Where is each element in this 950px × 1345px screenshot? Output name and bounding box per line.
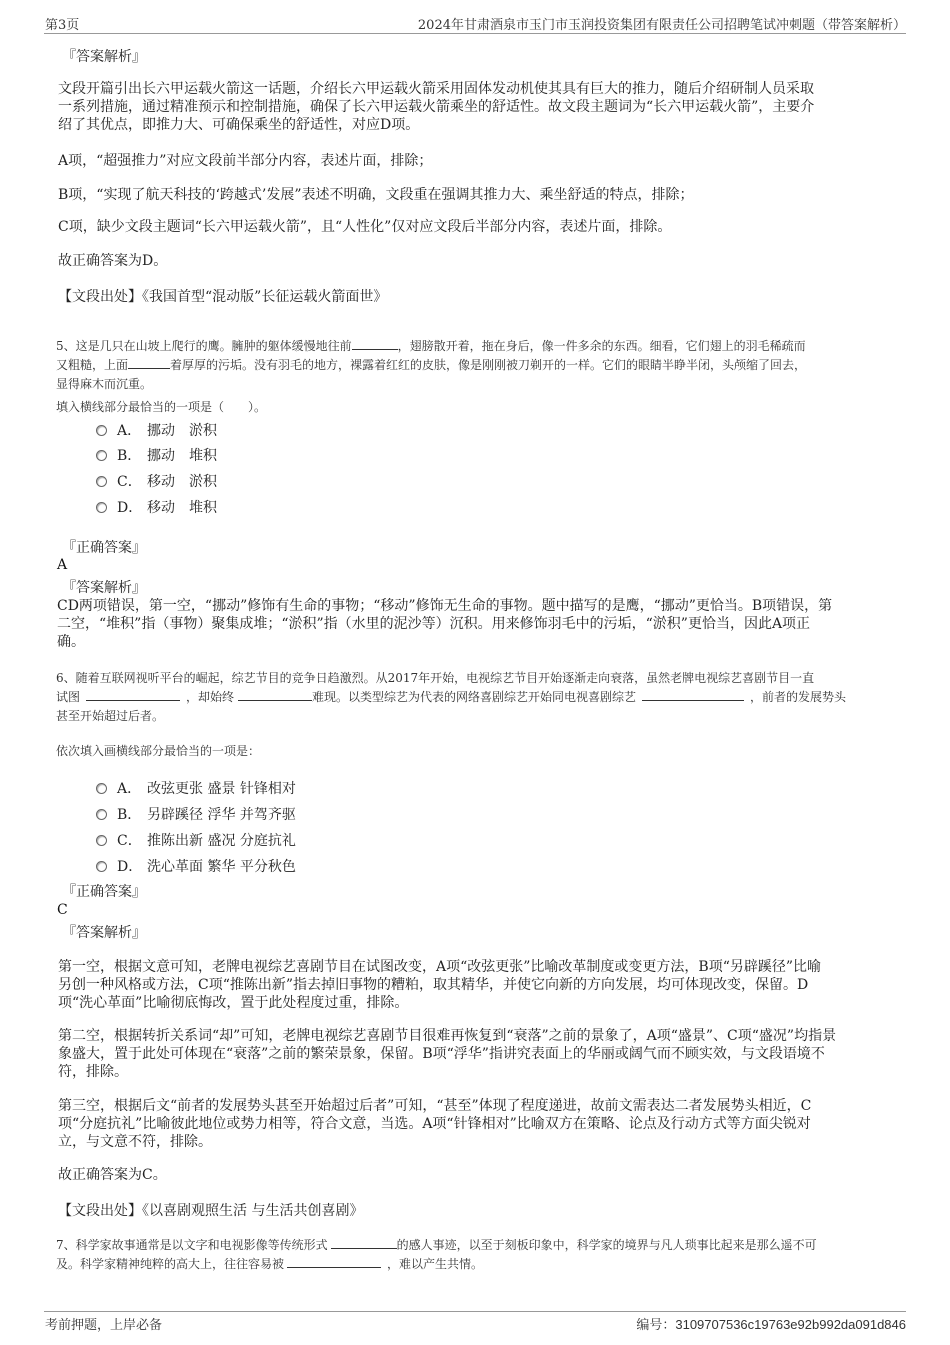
q6-stem-line3: 甚至开始超过后者。: [56, 709, 165, 723]
footer-code-value: 3109707536c19763e92b992da091d846: [675, 1317, 906, 1332]
q5-correct-answer: A: [57, 557, 68, 573]
q6-analysis-p3-l3: 立，与文意不符，排除。: [58, 1134, 212, 1150]
q7-stem-text-b: 的感人事迹，以至于刻板印象中，科学家的境界与凡人琐事比起来是那么遥不可: [396, 1238, 817, 1252]
q5-prompt: 填入横线部分最恰当的一项是（ ）。: [56, 400, 267, 414]
q6-analysis-label: 『答案解析』: [62, 925, 146, 941]
q6-stem-text-a: 试图: [56, 690, 81, 704]
q5-analysis-l2: 二空，“堆积”指（事物）聚集成堆；“淤积”指（水里的泥沙等）沉积。用来修饰羽毛中的污垢，“淤积”更恰当，因此A项正: [57, 616, 811, 632]
q6-source-label: 【文段出处】: [58, 1203, 142, 1219]
footer-code: [636, 1314, 906, 1333]
q4-analysis-p1-l2: 一系列措施，通过精准预示和控制措施，确保了长六甲运载火箭乘坐的舒适性。故文段主题词为“长六甲运载火箭”，主要介: [58, 99, 815, 115]
option-letter: B．: [117, 807, 142, 823]
q6-stem-text-b: ，却始终: [186, 690, 235, 704]
radio-icon[interactable]: [96, 835, 107, 846]
option-letter: C．: [117, 833, 142, 849]
option-text: 改弦更张 盛景 针锋相对: [147, 781, 296, 797]
q5-stem-text-b: ，翅膀散开着，拖在身后，像一件多余的东西。细看，它们翅上的羽毛稀疏而: [397, 339, 806, 353]
q6-stem-text-d: ，前者的发展势头: [750, 690, 847, 704]
q6-analysis-p2-l2: 象盛大，置于此处可体现在“衰落”之前的繁荣景象，保留。B项“浮华”指讲究表面上的华丽或阔气而不顾实效，与文段语境不: [58, 1046, 825, 1062]
q5-option-a[interactable]: [96, 420, 217, 440]
q6-analysis-p3-l1: 第三空，根据后文“前者的发展势头甚至开始超过后者”可知，“甚至”体现了程度递进，故前文需表达二者发展势头相近，C: [58, 1098, 812, 1114]
radio-icon[interactable]: [96, 809, 107, 820]
footer-divider: [44, 1311, 906, 1312]
radio-icon[interactable]: [96, 476, 107, 487]
document-title: 2024年甘肃酒泉市玉门市玉润投资集团有限责任公司招聘笔试冲刺题（带答案解析）: [417, 18, 906, 33]
q6-correct-answer: C: [57, 902, 68, 918]
q4-source-text: 《我国首型“混动版”长征运载火箭面世》: [142, 289, 388, 305]
q6-analysis-p1-l1: 第一空，根据文意可知，老牌电视综艺喜剧节目在试图改变，A项“改弦更张”比喻改革制度或变更方法，B项“另辟蹊径”比喻: [58, 959, 822, 975]
q6-stem-line2: [56, 688, 846, 706]
radio-icon[interactable]: [96, 783, 107, 794]
q5-option-b[interactable]: [96, 445, 217, 465]
radio-icon[interactable]: [96, 861, 107, 872]
q7-stem-text-a: 7、科学家故事通常是以文字和电视影像等传统形式: [56, 1238, 328, 1252]
q5-blank-1: [352, 337, 398, 350]
q5-analysis-l1: CD两项错误，第一空，“挪动”修饰有生命的事物；“移动”修饰无生命的事物。题中描写的是鹰，“挪动”更恰当。B项错误，第: [57, 598, 833, 614]
q6-option-d[interactable]: [96, 856, 296, 876]
q4-source: [58, 286, 387, 306]
radio-icon[interactable]: [96, 450, 107, 461]
q6-analysis-p4: 故正确答案为C。: [58, 1167, 167, 1183]
q4-analysis-p3: B项，“实现了航天科技的‘跨越式’发展”表述不明确，文段重在强调其推力大、乘坐舒适的特点，排除；: [58, 187, 694, 203]
option-letter: D．: [117, 859, 143, 875]
option-letter: C．: [117, 474, 142, 490]
q7-stem-line1: [56, 1236, 817, 1254]
option-text: 洗心革面 繁华 平分秋色: [147, 859, 296, 875]
q5-stem-line1: [56, 337, 806, 355]
q5-stem-line3: 显得麻木而沉重。: [56, 377, 153, 391]
option-letter: D．: [117, 500, 143, 516]
q6-analysis-p1-l3: 项“洗心革面”比喻彻底悔改，置于此处程度过重，排除。: [58, 995, 409, 1011]
option-text: 挪动 淤积: [147, 423, 217, 439]
q7-blank-2: [287, 1255, 381, 1268]
footer-code-label: 编号：: [636, 1318, 676, 1333]
option-letter: A．: [117, 423, 142, 439]
q6-option-a[interactable]: [96, 778, 296, 798]
q5-option-d[interactable]: [96, 497, 217, 517]
q6-analysis-p2-l1: 第二空，根据转折关系词“却”可知，老牌电视综艺喜剧节目很难再恢复到“衰落”之前的景象了，A项“盛景”、C项“盛况”均指景: [58, 1028, 837, 1044]
q6-prompt: 依次填入画横线部分最恰当的一项是：: [56, 744, 261, 758]
q6-analysis-p1-l2: 另创一种风格或方法，C项“推陈出新”指去掉旧事物的糟粕，取其精华，并使它向新的方向发展，均可体现改变，保留。D: [58, 977, 809, 993]
option-letter: A．: [117, 781, 142, 797]
page-number: 第3页: [45, 18, 80, 33]
q5-stem-line2: [56, 356, 806, 374]
q6-blank-1: [86, 688, 180, 701]
option-text: 挪动 堆积: [147, 448, 217, 464]
header-divider: [44, 33, 906, 34]
q5-analysis-l3: 确。: [57, 634, 85, 650]
q4-analysis-p4: C项，缺少文段主题词“长六甲运载火箭”，且“人性化”仅对应文段后半部分内容，表述片面，排除。: [58, 219, 672, 235]
option-text: 另辟蹊径 浮华 并驾齐驱: [147, 807, 296, 823]
q4-source-label: 【文段出处】: [58, 289, 142, 305]
q7-stem-text-d: ，难以产生共情。: [387, 1257, 484, 1271]
q5-blank-2: [128, 356, 170, 369]
option-text: 移动 淤积: [147, 474, 217, 490]
q4-analysis-p5: 故正确答案为D。: [58, 253, 168, 269]
q5-correct-label: 『正确答案』: [62, 540, 146, 556]
q6-blank-2: [238, 688, 312, 701]
q5-stem-text-d: 着厚厚的污垢。没有羽毛的地方，裸露着红红的皮肤，像是刚刚被刀剃开的一样。它们的眼睛半睁半闭，头颅缩了回去，: [170, 358, 807, 372]
q6-option-b[interactable]: [96, 804, 296, 824]
radio-icon[interactable]: [96, 502, 107, 513]
q4-analysis-label: 『答案解析』: [62, 49, 146, 65]
q5-stem-text-c: 又粗糙，上面: [56, 358, 129, 372]
q4-analysis-p2: A项，“超强推力”对应文段前半部分内容，表述片面，排除；: [58, 153, 433, 169]
q6-stem-text-c: 难现。以类型综艺为代表的网络喜剧综艺开始同电视喜剧综艺: [312, 690, 637, 704]
option-text: 推陈出新 盛况 分庭抗礼: [147, 833, 296, 849]
q5-option-c[interactable]: [96, 471, 217, 491]
q4-analysis-p1-l1: 文段开篇引出长六甲运载火箭这一话题，介绍长六甲运载火箭采用固体发动机使其具有巨大的推力，随后介绍研制人员采取: [58, 81, 814, 97]
q4-analysis-p1-l3: 绍了其优点，即推力大、可确保乘坐的舒适性，对应D项。: [58, 117, 420, 133]
q6-option-c[interactable]: [96, 830, 296, 850]
q6-stem-line1: 6、随着互联网视听平台的崛起，综艺节目的竞争日趋激烈。从2017年开始，电视综艺节目开始逐渐走向衰落，虽然老牌电视综艺喜剧节目一直: [56, 671, 815, 685]
footer-slogan: 考前押题，上岸必备: [45, 1318, 163, 1333]
q5-stem-text-a: 5、这是几只在山坡上爬行的鹰。臃肿的躯体缓慢地往前: [56, 339, 352, 353]
radio-icon[interactable]: [96, 425, 107, 436]
q7-stem-text-c: 及。科学家精神纯粹的高大上，往往容易被: [56, 1257, 285, 1271]
q7-stem-line2: [56, 1255, 483, 1273]
q6-analysis-p3-l2: 项“分庭抗礼”比喻彼此地位或势力相等，符合文意，当选。A项“针锋相对”比喻双方在策略、论点及行动方式等方面尖锐对: [58, 1116, 811, 1132]
q6-source-text: 《以喜剧观照生活 与生活共创喜剧》: [142, 1203, 364, 1219]
q6-source: [58, 1200, 363, 1220]
q6-blank-3: [642, 688, 744, 701]
q6-correct-label: 『正确答案』: [62, 884, 146, 900]
q7-blank-1: [331, 1236, 397, 1249]
option-text: 移动 堆积: [147, 500, 217, 516]
option-letter: B．: [117, 448, 142, 464]
q6-analysis-p2-l3: 符，排除。: [58, 1064, 128, 1080]
q5-analysis-label: 『答案解析』: [62, 580, 146, 596]
